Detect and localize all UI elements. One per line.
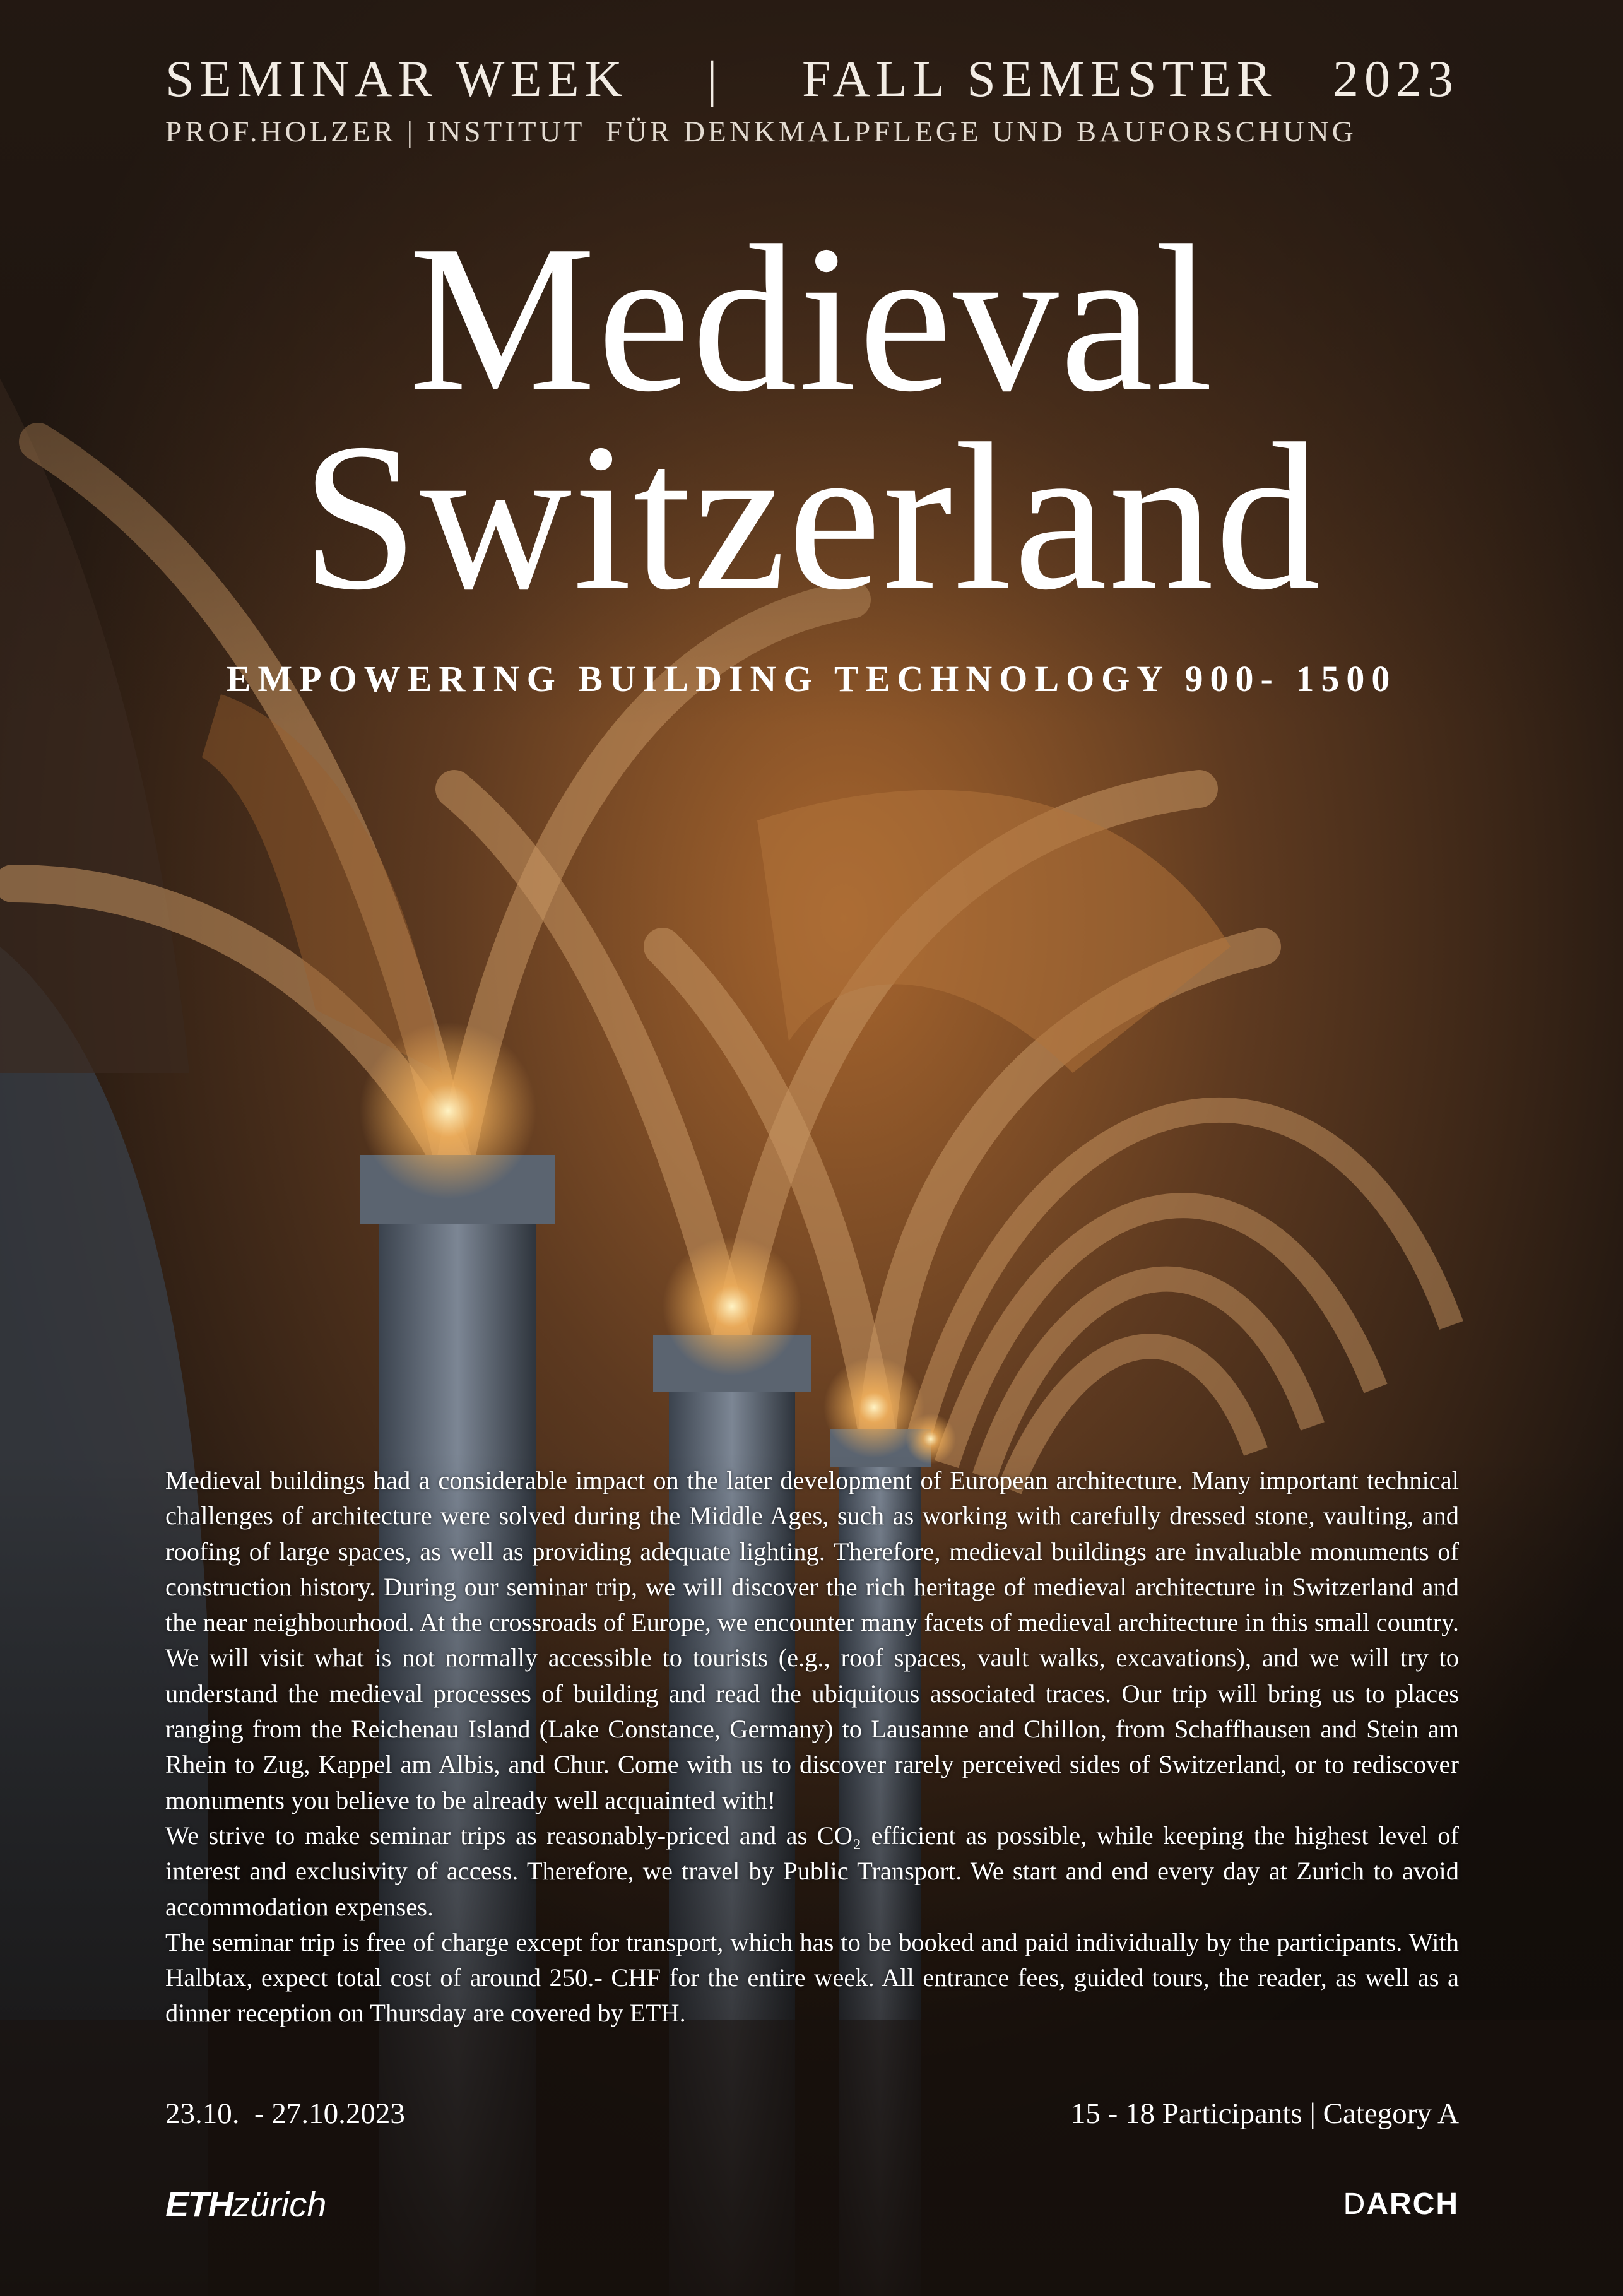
darch-logo: [1343, 2187, 1459, 2222]
seminar-week-label: SEMINAR WEEK: [165, 50, 628, 107]
header-separator: |: [707, 52, 723, 107]
participants-info: 15 - 18 Participants | Category A: [1070, 2097, 1459, 2130]
darch-logo-rest: ARCH: [1366, 2187, 1459, 2221]
semester-label: FALL SEMESTER 2023: [801, 50, 1459, 107]
subtitle: EMPOWERING BUILDING TECHNOLOGY 900- 1500: [226, 658, 1397, 699]
description-paragraph-2: We strive to make seminar trips as reasonably-priced and as CO₂ efficient as possible, while keeping the highest level of interest and exclusivity of access. Therefore, we travel by Public Transport. We start and end every day at Zurich to avoid accommodation expenses.: [165, 1821, 1459, 1921]
seminar-dates: 23.10. - 27.10.2023: [165, 2097, 405, 2130]
eth-logo-bold: ETH: [165, 2184, 232, 2224]
description-paragraph-1: Medieval buildings had a considerable impact on the later development of European architecture. Many important technical challenges of architecture were solved during the Middle Ages, such as working with carefully dressed stone, vaulting, and roofing of large spaces, as well as providing adequate lighting. Therefore, medieval buildings are invaluable monuments of construction history. During our seminar trip, we will discover the rich heritage of medieval architecture in Switzerland and the near neighbourhood. At the crossroads of Europe, we encounter many facets of medieval architecture in this small country. We will visit what is not normally accessible to tourists (e.g., roof spaces, vault walks, excavations), and we will try to understand the medieval processes of building and read the ubiquitous associated traces. Our trip will bring us to places ranging from the Reichenau Island (Lake Constance, Germany) to Lausanne and Chillon, from Schaffhausen and Stein am Rhein to Zug, Kappel am Albis, and Chur. Come with us to discover rarely perceived sides of Switzerland, or to rediscover monuments you believe to be already well acquainted with!: [165, 1466, 1459, 1814]
eth-zurich-logo: [165, 2184, 326, 2225]
institute-text: PROF.HOLZER | INSTITUT FÜR DENKMALPFLEGE UND BAUFORSCHUNG: [165, 115, 1357, 148]
darch-logo-prefix: D: [1343, 2187, 1367, 2221]
title-line-1: Medieval: [408, 202, 1215, 435]
description: [165, 1463, 1459, 2032]
title-line-2: Switzerland: [301, 400, 1322, 634]
seminar-header: [165, 49, 1459, 109]
institute-line: [165, 115, 1459, 149]
description-paragraph-3: The seminar trip is free of charge except for transport, which has to be booked and paid individually by the participants. With Halbtax, expect total cost of around 250.- CHF for the entire week. All entrance fees, guided tours, the reader, as well as a dinner reception on Thursday are covered by ETH.: [165, 1927, 1459, 2028]
eth-logo-zurich: zürich: [232, 2184, 327, 2224]
footer-info: [165, 2097, 1459, 2131]
logo-row: [165, 2184, 1459, 2225]
